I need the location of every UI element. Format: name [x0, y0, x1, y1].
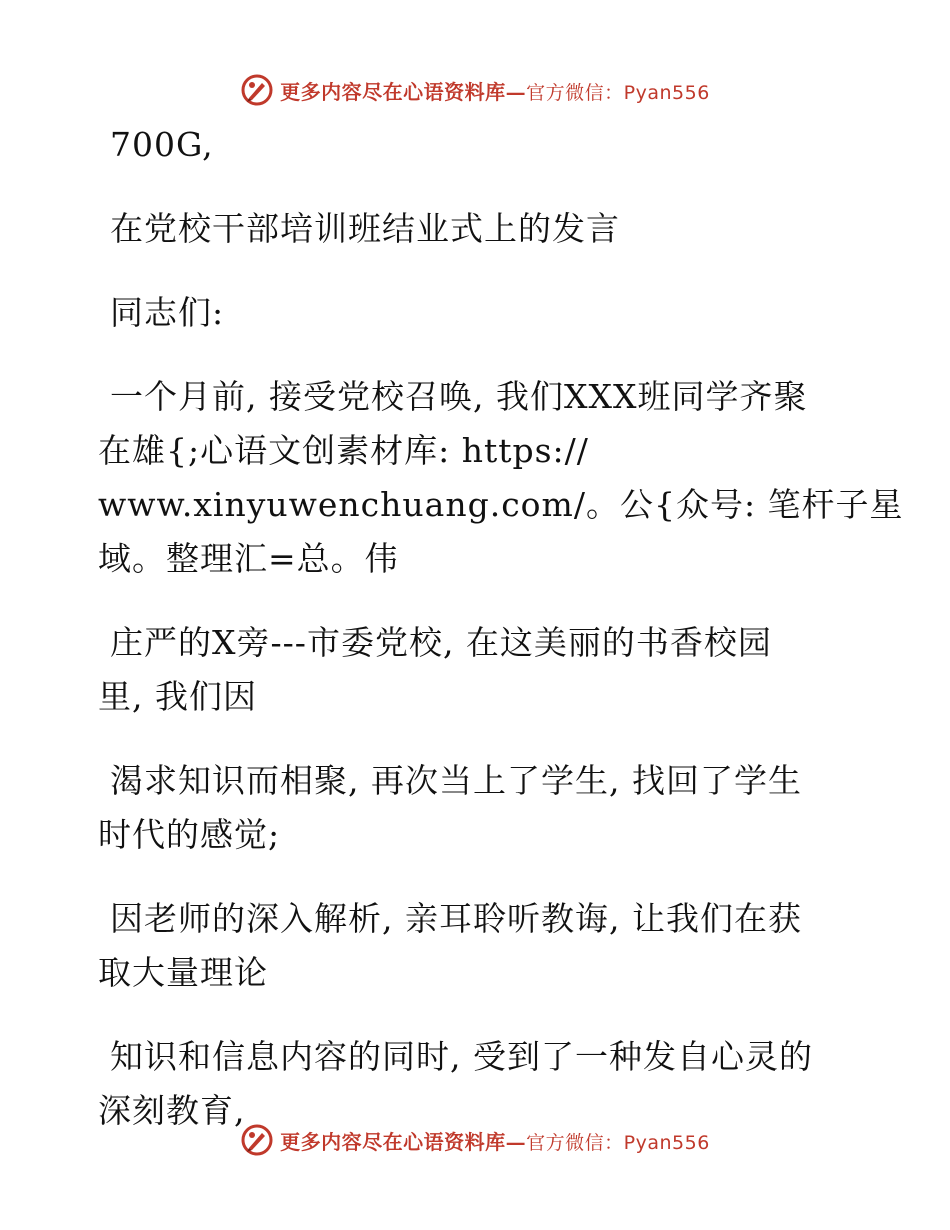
document-body — [98, 118, 904, 1138]
text-line: 700G, — [110, 125, 214, 164]
banner-wechat: 官方微信：Pyan556 — [526, 1131, 710, 1154]
text-line: 取大量理论 — [98, 953, 268, 992]
salutation: 同志们: — [110, 293, 225, 332]
text-line: 渴求知识而相聚, 再次当上了学生, 找回了学生 — [110, 761, 802, 800]
text-line: 庄严的X旁---市委党校, 在这美丽的书香校园 — [110, 623, 772, 662]
banner-text — [280, 76, 710, 105]
banner-wechat: 官方微信：Pyan556 — [526, 81, 710, 104]
text-line: 深刻教育, — [98, 1091, 246, 1130]
text-line: 因老师的深入解析, 亲耳聆听教诲, 让我们在获 — [110, 899, 802, 938]
footer-banner — [0, 1118, 950, 1162]
doc-title: 在党校干部培训班结业式上的发言 — [110, 209, 620, 248]
header-banner — [0, 68, 950, 112]
banner-title: 更多内容尽在心语资料库 — [280, 1129, 506, 1154]
text-line: 知识和信息内容的同时, 受到了一种发自心灵的 — [110, 1037, 813, 1076]
text-line: 时代的感觉; — [98, 815, 281, 854]
banner-dash: — — [505, 79, 527, 104]
text-line: www.xinyuwenchuang.com/。公{众号: 笔杆子星 — [98, 485, 904, 524]
pen-logo-icon — [240, 1123, 274, 1157]
pen-logo-icon — [240, 73, 274, 107]
text-line: 在雄{;心语文创素材库: https:// — [98, 431, 589, 470]
banner-text — [280, 1126, 710, 1155]
text-line: 里, 我们因 — [98, 677, 257, 716]
banner-title: 更多内容尽在心语资料库 — [280, 79, 506, 104]
text-line: 一个月前, 接受党校召唤, 我们XXX班同学齐聚 — [110, 377, 808, 416]
banner-dash: — — [505, 1129, 527, 1154]
text-line: 域。整理汇=总。伟 — [98, 539, 399, 578]
